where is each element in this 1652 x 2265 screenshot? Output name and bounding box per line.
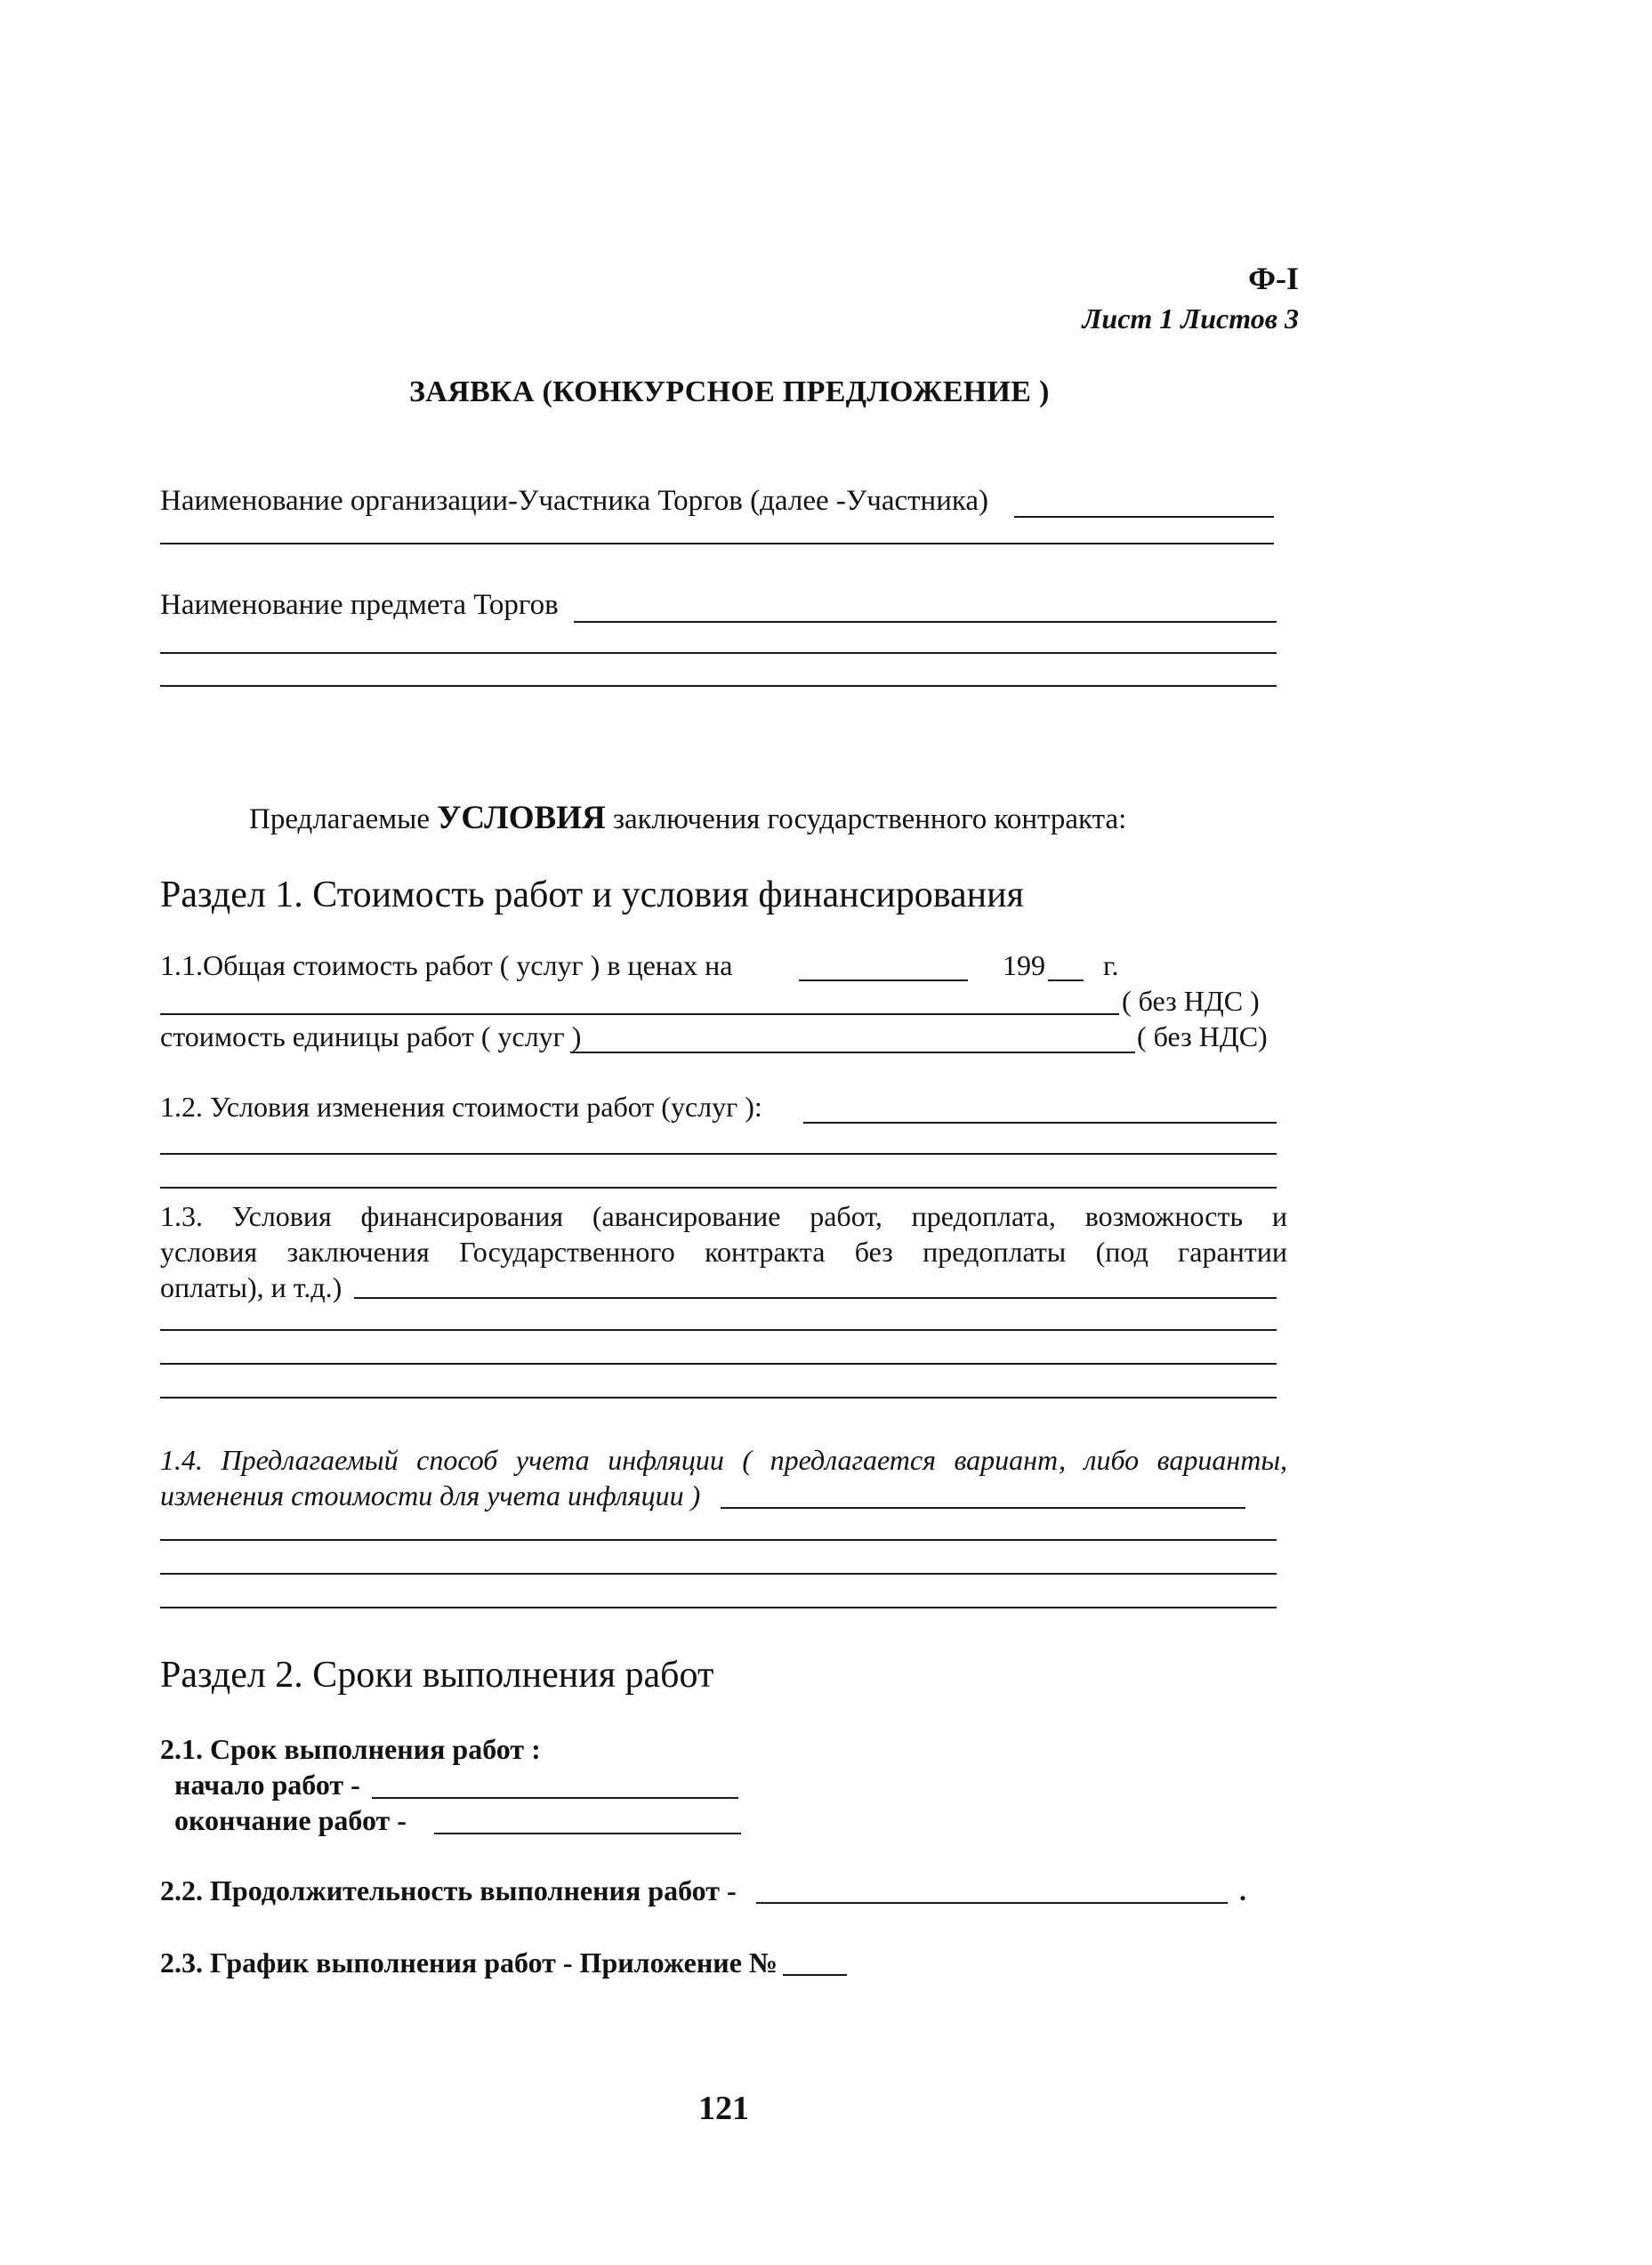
inflation-field-line-2[interactable] [160,1539,1277,1541]
vat-note-2: ( без НДС) [1137,1020,1268,1052]
item-1-3-line-1: 1.3. Условия финансирования (авансирование работ, предоплата, возможность и [160,1200,1287,1232]
item-1-3-line-3: оплаты), и т.д.) [160,1271,342,1303]
conditions-intro: Предлагаемые УСЛОВИЯ заключения государственного контракта: [249,800,1127,836]
year-prefix: 199 [1003,949,1045,981]
duration-field[interactable] [756,1902,1228,1904]
page-number: 121 [698,2090,749,2127]
item-1-4-line-2: изменения стоимости для учета инфляции ) [160,1479,701,1511]
item-2-1-label: 2.1. Срок выполнения работ : [160,1733,541,1765]
item-1-2-label: 1.2. Условия изменения стоимости работ (услуг ): [160,1091,762,1123]
section-2-heading: Раздел 2. Сроки выполнения работ [160,1655,714,1696]
financing-field-line-2[interactable] [160,1329,1277,1331]
unit-cost-field[interactable] [570,1052,1135,1053]
section-1-heading: Раздел 1. Стоимость работ и условия финансирования [160,875,1024,915]
subject-name-label: Наименование предмета Торгов [160,589,559,621]
start-date-label: начало работ - [174,1769,360,1801]
item-1-4-line-1: 1.4. Предлагаемый способ учета инфляции ( предлагается вариант, либо варианты, [160,1444,1287,1476]
participant-name-field[interactable] [1014,516,1274,518]
price-change-field-line-3[interactable] [160,1187,1277,1189]
subject-name-field-line-3[interactable] [160,685,1277,687]
unit-cost-label: стоимость единицы работ ( услуг ) [160,1020,582,1052]
financing-field[interactable] [354,1297,1277,1299]
subject-name-field[interactable] [574,621,1277,623]
price-change-field-line-2[interactable] [160,1153,1277,1155]
financing-field-line-3[interactable] [160,1363,1277,1365]
appendix-number-field[interactable] [783,1974,847,1976]
price-change-field[interactable] [803,1122,1277,1124]
item-1-3-line-2: условия заключения Государственного контракта без предоплаты (под гарантии [160,1236,1287,1268]
end-date-label: окончание работ - [174,1804,407,1836]
financing-field-line-4[interactable] [160,1397,1277,1398]
item-1-3-text [160,1198,1287,1305]
inflation-field-line-3[interactable] [160,1573,1277,1575]
inflation-field-line-4[interactable] [160,1607,1277,1608]
participant-name-field-line-2[interactable] [160,543,1274,544]
start-date-field[interactable] [372,1797,738,1799]
document-title: ЗАЯВКА (КОНКУРСНОЕ ПРЕДЛОЖЕНИЕ ) [409,375,1050,408]
subject-name-field-line-2[interactable] [160,652,1277,654]
sheet-info: Лист 1 Листов 3 [1082,302,1299,335]
form-code: Ф-I [1248,261,1299,296]
price-date-field[interactable] [799,979,968,981]
conditions-emphasis: УСЛОВИЯ [437,800,606,836]
year-suffix: г. [1103,949,1119,981]
year-field[interactable] [1048,979,1084,981]
end-date-field[interactable] [434,1833,741,1834]
inflation-field[interactable] [721,1507,1245,1509]
item-2-2-label: 2.2. Продолжительность выполнения работ - [160,1874,737,1906]
participant-name-label: Наименование организации-Участника Торгов (далее -Участника) [160,485,989,517]
item-1-1-label: 1.1.Общая стоимость работ ( услуг ) в ценах на [160,949,733,981]
item-2-3-label: 2.3. График выполнения работ - Приложение № [160,1947,778,1979]
total-cost-field[interactable] [160,1013,1119,1015]
vat-note-1: ( без НДС ) [1122,985,1260,1017]
item-1-4-text [160,1442,1287,1513]
duration-end-mark: . [1239,1874,1246,1906]
